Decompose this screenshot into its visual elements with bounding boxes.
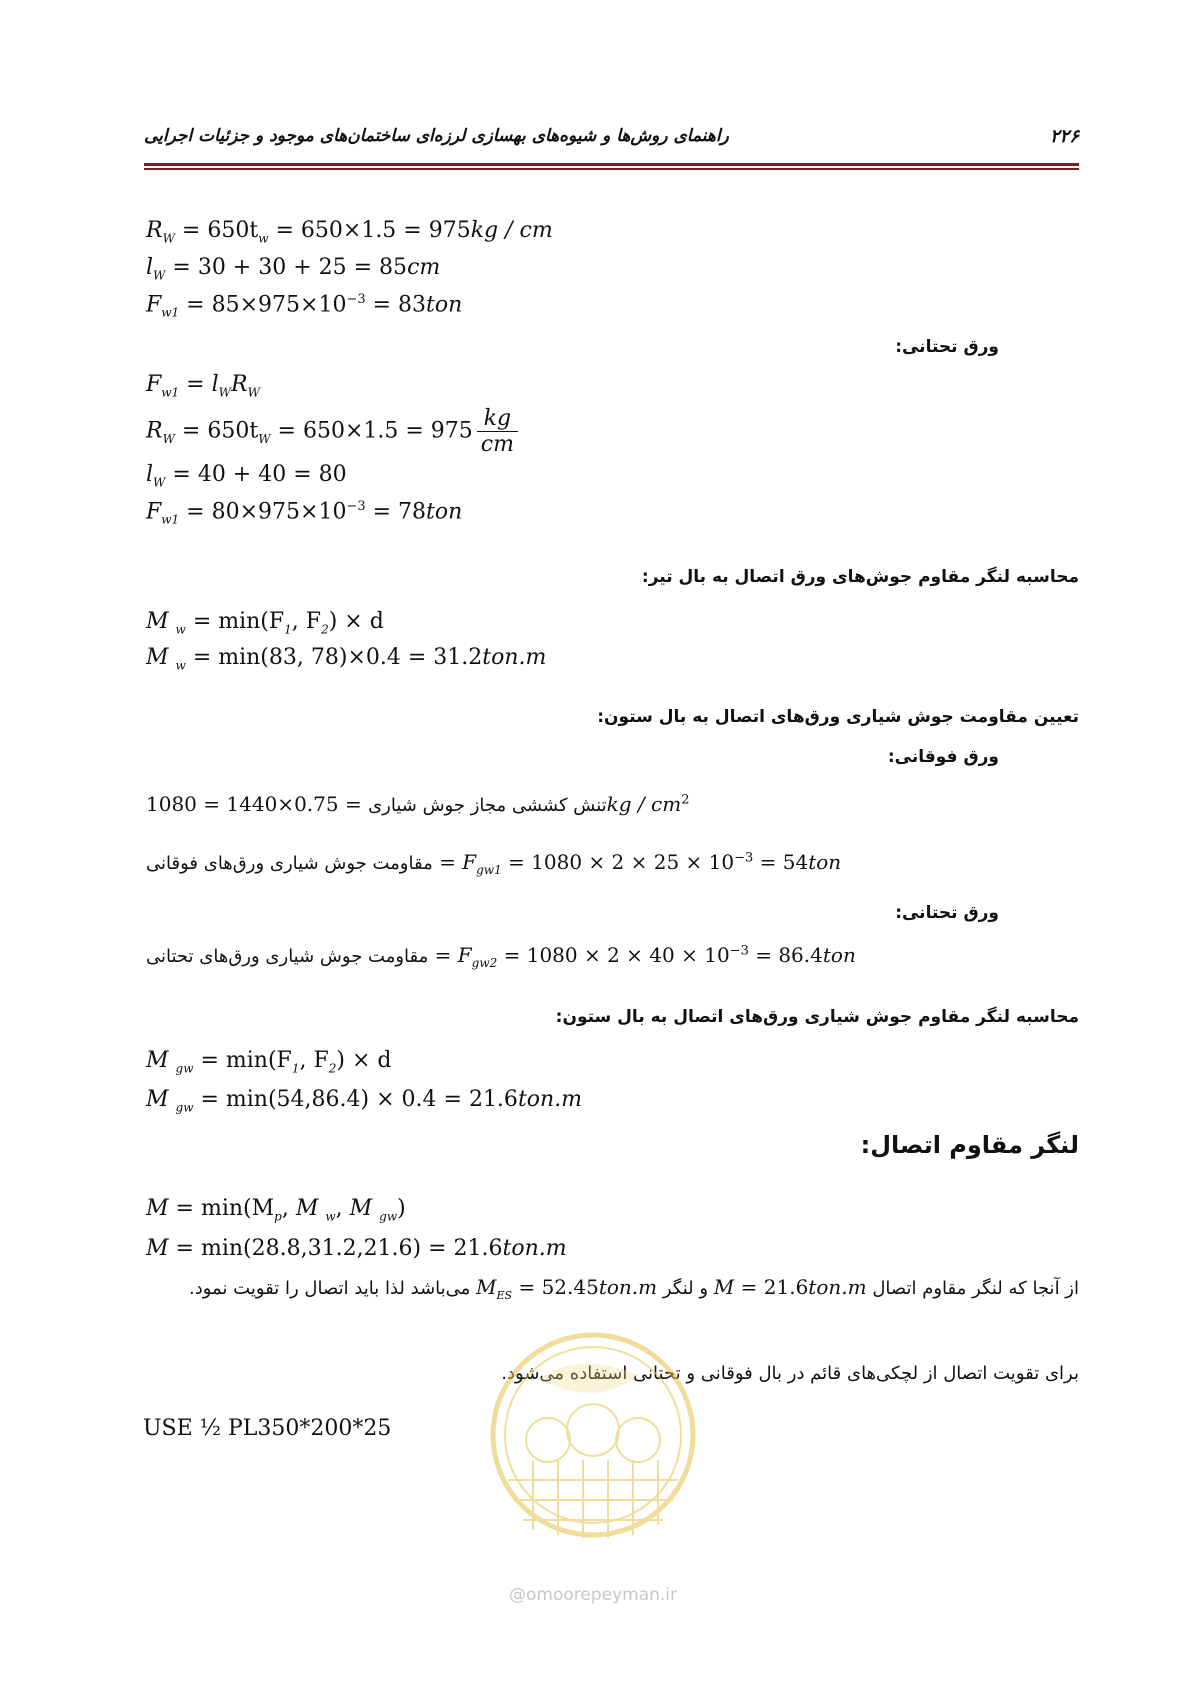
equation-m-value: M = min(28.8,31.2,21.6) = 21.6ton.m <box>146 1236 567 1261</box>
equation-fw1: $F_{w1} = 85\times 975\times 10^{-3} = 83ton$ <box>146 292 463 320</box>
equation-m-def: $M = \min(M_p$, M $_w$, M $_{gw}$) <box>146 1196 406 1224</box>
section-upper-plate: ورق فوقانی: <box>887 747 999 767</box>
equation-mgw-def: M $_{gw} = \min(F_1$, $F_2) \times d$ <box>146 1048 392 1076</box>
conclusion-paragraph: از آنجا که لنگر مقاوم اتصال M = 21.6ton.m و لنگر $M_{ES} = 52.45ton.m$ می‌باشد لذا باید اتصال را تقویت نمود. <box>189 1275 1079 1302</box>
equation-mgw-value: M $_{gw}$ = min(54,86.4) × 0.4 = 21.6ton.m <box>146 1087 583 1115</box>
section-lower-plate: ورق تحتانی: <box>895 337 999 357</box>
equation-groove-upper: مقاومت جوش شیاری ورق‌های فوقانی = $F_{gw1} = 1080 \times 2 \times 25 \times 10^{-3} = 54ton$ <box>146 850 842 877</box>
section-lower-plate-2: ورق تحتانی: <box>895 903 999 923</box>
equation-groove-lower: مقاومت جوش شیاری ورق‌های تحتانی = $F_{gw2} = 1080 \times 2 \times 40 \times 10^{-3} = 86.4ton$ <box>146 943 856 970</box>
heading-groove-strength: تعیین مقاومت جوش شیاری ورق‌های اتصال به بال ستون: <box>597 707 1079 727</box>
heading-groove-moment: محاسبه لنگر مقاوم جوش شیاری ورق‌های اتصال به بال ستون: <box>555 1007 1079 1027</box>
header-rule-thin <box>144 168 1079 170</box>
page-header <box>144 126 1079 160</box>
watermark-seal <box>488 1330 698 1620</box>
equation-fw1-2: $F_{w1} = 80\times 975\times 10^{-3} = 78ton$ <box>146 499 463 527</box>
book-title: راهنمای روش‌ها و شیوه‌های بهسازی لرزه‌ای ساختمان‌های موجود و جزئیات اجرایی <box>144 126 729 146</box>
equation-lw: $l_W = 30 + 30 + 25 = 85cm$ <box>146 255 441 283</box>
reinforcement-paragraph: برای تقویت اتصال از لچکی‌های قائم در بال فوقانی و تحتانی استفاده می‌شود. <box>501 1363 1079 1384</box>
equation-mw-def: M $_w = \min(F_1$, $F_2) \times d$ <box>146 609 384 637</box>
equation-fw1-def: $F_{w1} = l_WR_W$ <box>146 372 260 400</box>
equation-rw-2: $R_W = 650t_W = 650\times 1.5 = 975$ $\frac{kg}{cm}$ <box>146 406 518 457</box>
page-number: ۲۲۶ <box>1049 126 1079 147</box>
use-plate-spec: USE ½ PL350*200*25 <box>143 1416 392 1441</box>
heading-weld-moment: محاسبه لنگر مقاوم جوش‌های ورق اتصال به بال تیر: <box>641 567 1079 587</box>
equation-lw-2: $l_W = 40 + 40 = 80$ <box>146 462 347 490</box>
equation-rw: $R_W = 650t_w = 650\times 1.5 = 975kg$ / cm <box>146 218 553 246</box>
equation-mw-value: M $_w$ = min(83, 78)×0.4 = 31.2ton.m <box>146 645 547 673</box>
equation-groove-allowable: تنش کششی مجاز جوش شیاری = 0.75×1440 = 1080 kg / $cm^2$ <box>146 792 690 816</box>
watermark-text: @omoorepeyman.ir <box>508 1585 678 1605</box>
heading-connection-moment: لنگر مقاوم اتصال: <box>860 1131 1079 1159</box>
header-rule-thick <box>144 163 1079 166</box>
